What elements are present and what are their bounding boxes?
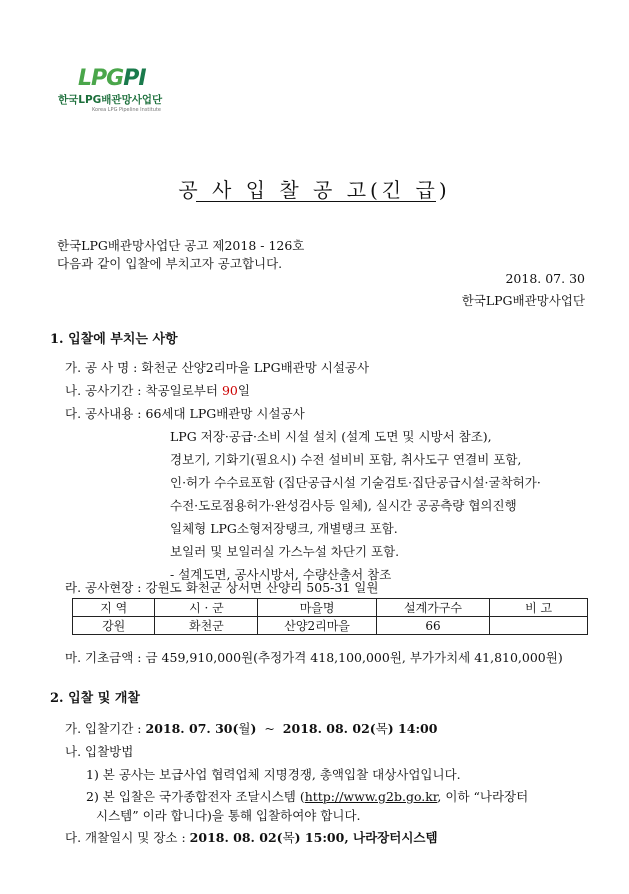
opening-datetime: 2018. 08. 02(목) 15:00, 나라장터시스템 — [189, 830, 438, 845]
logo — [58, 66, 188, 116]
intro-text: 다음과 같이 입찰에 부치고자 공고합니다. — [57, 256, 283, 271]
g2b-link[interactable]: http://www.g2b.go.kr — [304, 789, 438, 804]
tilde: ~ — [264, 721, 275, 736]
issuer: 한국LPG배관망사업단 — [461, 293, 585, 308]
method-item-2-cont: 시스템” 이라 합니다)을 통해 입찰하여야 합니다. — [96, 808, 361, 823]
content-line: 경보기, 기화기(필요시) 수전 설비비 포함, 취사도구 연결비 포함, — [170, 452, 522, 467]
table-header-cell: 설계가구수 — [376, 599, 489, 617]
method-item-1: 1) 본 공사는 보급사업 협력업체 지명경쟁, 총액입찰 대상사업입니다. — [86, 767, 461, 782]
document-title: 공 사 입 찰 공 고(긴 급) — [178, 178, 451, 202]
table-cell: 66 — [376, 617, 489, 635]
site-row: 라. 공사현장 : 강원도 화천군 상서면 산양리 505-31 일원 — [65, 580, 379, 595]
content-line: 인·허가 수수료포함 (집단공급시설 기술검토·집단공급시설·굴착허가· — [170, 475, 541, 490]
period-days: 90 — [221, 383, 238, 398]
base-amount: 금 459,910,000원(추정가격 418,100,000원, 부가가치세 41,810,000원) — [145, 650, 563, 665]
section2-heading: 2. 입찰 및 개찰 — [50, 691, 140, 706]
project-name: 화천군 산양2리마을 LPG배관망 시설공사 — [141, 360, 370, 375]
table-cell — [490, 617, 588, 635]
content-line: LPG 저장·공급·소비 시설 설치 (설계 도면 및 시방서 참조), — [170, 429, 492, 444]
base-amount-row: 마. 기초금액 : 금 459,910,000원(추정가격 418,100,000원, 부가가치세 41,810,000원) — [65, 650, 563, 665]
content-line: 수전·도로점용허가·완성검사등 일체), 실시간 공공측량 협의진행 — [170, 498, 517, 513]
project-content-row: 다. 공사내용 : 66세대 LPG배관망 시설공사 — [65, 406, 305, 421]
table-row — [73, 617, 588, 635]
project-period-row: 나. 공사기간 : 착공일로부터 90일 — [65, 383, 250, 398]
notice-date: 2018. 07. 30 — [505, 271, 585, 286]
content-line: - 설계도면, 공사시방서, 수량산출서 참조 — [170, 567, 392, 582]
content-line: 66세대 LPG배관망 시설공사 — [145, 406, 305, 421]
table-cell: 강원 — [73, 617, 155, 635]
logo-name: 한국LPG배관망사업단 — [58, 94, 163, 106]
table-cell: 산양2리마을 — [258, 617, 376, 635]
table-header-row — [73, 599, 588, 617]
table-header-cell: 지 역 — [73, 599, 155, 617]
bid-period-row: 가. 입찰기간 : 2018. 07. 30(월) ~ 2018. 08. 02(목) 14:00 — [65, 721, 438, 736]
site-table — [72, 598, 588, 635]
section1-heading: 1. 입찰에 부치는 사항 — [50, 332, 178, 347]
table-header-cell: 비 고 — [490, 599, 588, 617]
opening-row: 다. 개찰일시 및 장소 : 2018. 08. 02(목) 15:00, 나라장터시스템 — [65, 830, 438, 845]
notice-number: 한국LPG배관망사업단 공고 제2018 - 126호 — [57, 238, 305, 253]
title-underline — [196, 201, 436, 202]
table-header-cell: 시 · 군 — [155, 599, 258, 617]
method-item-2: 2) 본 입찰은 국가종합전자 조달시스템 (http://www.g2b.go.kr, 이하 “나라장터 — [86, 789, 529, 804]
table-cell: 화천군 — [155, 617, 258, 635]
content-line: 보일러 및 보일러실 가스누설 차단기 포함. — [170, 544, 400, 559]
table-header-cell: 마을명 — [258, 599, 376, 617]
bid-end: 2018. 08. 02(목) 14:00 — [282, 721, 438, 736]
content-line: 일체형 LPG소형저장탱크, 개별탱크 포함. — [170, 521, 398, 536]
site-address: 강원도 화천군 상서면 산양리 505-31 일원 — [145, 580, 379, 595]
project-name-row: 가. 공 사 명 : 화천군 산양2리마을 LPG배관망 시설공사 — [65, 360, 370, 375]
bid-start: 2018. 07. 30(월) — [145, 721, 257, 736]
logo-subtitle: Korea LPG Pipeline Institute — [92, 107, 161, 113]
logo-mark: LPGPI — [78, 66, 146, 91]
bid-method-label: 나. 입찰방법 — [65, 744, 134, 759]
